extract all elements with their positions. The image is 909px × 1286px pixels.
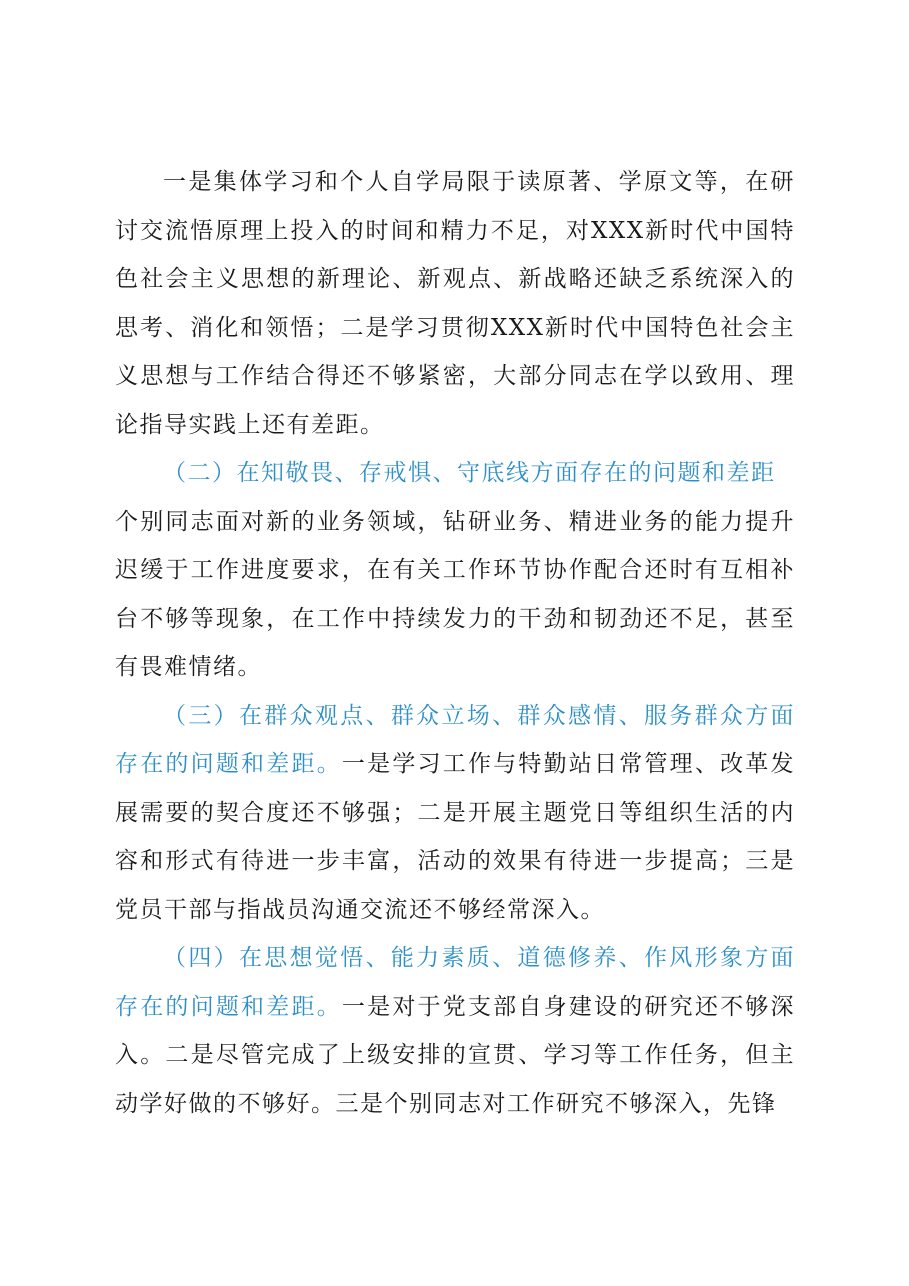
section-4-title: （四）在思想觉悟、能力素质、道德修养、作风形象方面存在的问题和差距。	[115, 945, 795, 1020]
section-2-heading	[115, 449, 795, 498]
section-3-paragraph	[115, 692, 795, 935]
document-body	[115, 158, 795, 1128]
section-4-body: 一是对于党支部自身建设的研究还不够深入。二是尽管完成了上级安排的宣贯、学习等工作任务，但主动学好做的不够好。三是个别同志对工作研究不够深入，先锋	[115, 993, 796, 1117]
section-4-paragraph	[115, 934, 795, 1128]
section-3-title: （三）在群众观点、群众立场、群众感情、服务群众方面存在的问题和差距。	[115, 702, 795, 777]
section-2-title: （二）在知敬畏、存戒惧、守底线方面存在的问题和差距	[163, 460, 776, 486]
section-2-body: 个别同志面对新的业务领域，钻研业务、精进业务的能力提升迟缓于工作进度要求，在有关工作环节协作配合还时有互相补台不够等现象，在工作中持续发力的干劲和韧劲还不足，甚至有畏难情绪。	[115, 508, 795, 680]
section-3-body: 一是学习工作与特勤站日常管理、改革发展需要的契合度还不够强；二是开展主题党日等组织生活的内容和形式有待进一步丰富，活动的效果有待进一步提高；三是党员干部与指战员沟通交流还不够经常深入。	[115, 751, 796, 923]
paragraph-study-issues: 一是集体学习和个人自学局限于读原著、学原文等，在研讨交流悟原理上投入的时间和精力不足，对XXX新时代中国特色社会主义思想的新理论、新观点、新战略还缺乏系统深入的思考、消化和领悟；二是学习贯彻XXX新时代中国特色社会主义思想与工作结合得还不够紧密，大部分同志在学以致用、理论指导实践上还有差距。	[115, 169, 795, 438]
